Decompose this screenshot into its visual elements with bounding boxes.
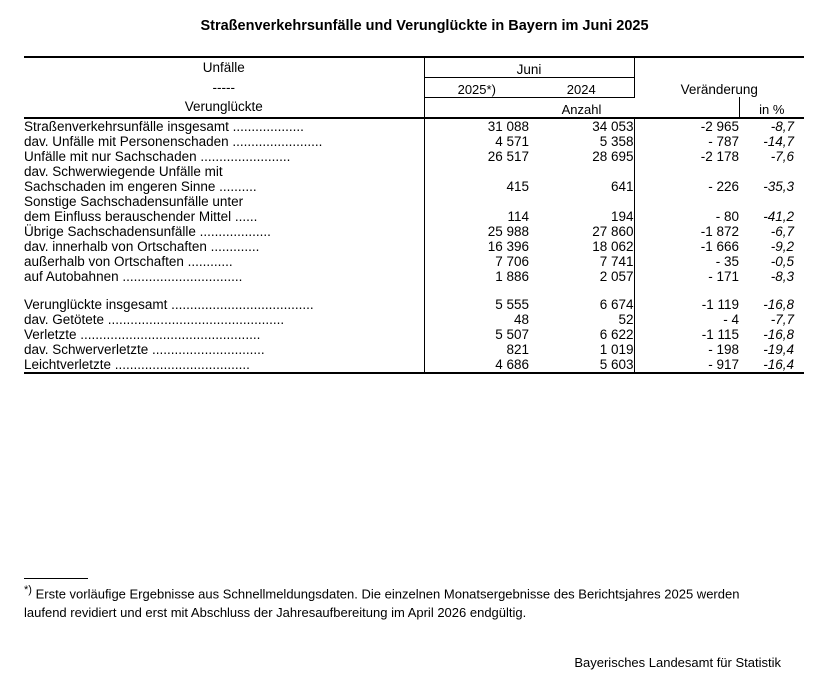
source-line: Bayerisches Landesamt für Statistik: [574, 655, 781, 670]
value-percent: -19,4: [763, 341, 794, 357]
value-2024: 641: [610, 178, 634, 194]
group-header-juni: Juni: [424, 58, 634, 77]
table-row: [24, 254, 804, 269]
value-2024: 27 860: [592, 223, 634, 239]
value-change: - 226: [634, 179, 739, 194]
table-row: [24, 357, 804, 372]
table-row: [24, 149, 804, 164]
stub-header-line1: Unfälle: [202, 60, 245, 75]
value-percent: -16,4: [763, 356, 794, 372]
value-2025: 4 571: [424, 134, 529, 149]
value-percent: [739, 194, 804, 209]
row-label: dav. Getötete ...............................................: [24, 311, 285, 327]
row-label: Sonstige Sachschadensunfälle unter: [24, 193, 244, 209]
value-change: - 198: [634, 342, 739, 357]
value-percent: -9,2: [770, 238, 794, 254]
unit-header-percent: in %: [739, 97, 804, 116]
value-2025: 48: [424, 312, 529, 327]
table-row: [24, 342, 804, 357]
value-2025: 26 517: [424, 149, 529, 164]
value-percent: -16,8: [763, 296, 794, 312]
group-header-veraenderung: Veränderung: [634, 58, 804, 97]
value-2025: 5 507: [424, 327, 529, 342]
row-label: außerhalb von Ortschaften ............: [24, 253, 233, 269]
value-change: - 787: [634, 134, 739, 149]
table-row: [24, 209, 804, 224]
table-row: [24, 134, 804, 149]
table-row: [24, 297, 804, 312]
value-2024: 52: [618, 311, 634, 327]
value-2025: 4 686: [424, 357, 529, 372]
value-2024: 5 603: [599, 356, 634, 372]
value-2024: 1 019: [599, 341, 634, 357]
value-2024: 7 741: [599, 253, 634, 269]
value-2025: 7 706: [424, 254, 529, 269]
stub-header-divider: -----: [212, 79, 235, 95]
table-row: [24, 327, 804, 342]
row-label: dav. Schwerverletzte ..............................: [24, 341, 265, 357]
row-label: Leichtverletzte ....................................: [24, 356, 250, 372]
value-2024: [529, 194, 634, 209]
table-header-group: [24, 57, 804, 118]
value-2025: [424, 164, 529, 179]
stub-header: [24, 58, 424, 117]
value-2024: [529, 164, 634, 179]
value-change: -1 115: [634, 327, 739, 342]
unit-header-anzahl: Anzahl: [424, 97, 739, 116]
value-percent: -7,7: [770, 311, 794, 327]
value-2025: 415: [424, 179, 529, 194]
value-2025: 31 088: [424, 118, 529, 134]
row-label: Sachschaden im engeren Sinne ..........: [24, 178, 257, 194]
row-label: Straßenverkehrsunfälle insgesamt ...................: [24, 118, 304, 134]
value-percent: -8,7: [770, 118, 794, 134]
value-change: -2 178: [634, 149, 739, 164]
table-bottom-group: [24, 372, 804, 373]
table-row: [24, 224, 804, 239]
value-2024: 6 622: [599, 326, 634, 342]
value-2024: 18 062: [592, 238, 634, 254]
value-change: [634, 194, 739, 209]
value-2025: 1 886: [424, 269, 529, 284]
footnote-text: [24, 583, 784, 623]
footnote-rule: [24, 578, 88, 579]
row-label: auf Autobahnen ................................: [24, 268, 243, 284]
row-label: dav. Unfälle mit Personenschaden ........................: [24, 133, 323, 149]
value-percent: -35,3: [763, 178, 794, 194]
value-2024: 34 053: [592, 118, 634, 134]
table-row-spacer: [24, 284, 804, 297]
value-percent: -41,2: [763, 208, 794, 224]
value-change: - 171: [634, 269, 739, 284]
value-change: -1 666: [634, 239, 739, 254]
value-percent: -7,6: [770, 148, 794, 164]
value-percent: -6,7: [770, 223, 794, 239]
row-label: Übrige Sachschadensunfälle ...................: [24, 223, 271, 239]
row-label: dem Einfluss berauschender Mittel ......: [24, 208, 258, 224]
footnote-block: [24, 578, 784, 623]
value-percent: -8,3: [770, 268, 794, 284]
footnote-body: Erste vorläufige Ergebnisse aus Schnellmeldungsdaten. Die einzelnen Monatsergebnisse des Berichtsjahres 2025 werden laufend revidiert und erst mit Abschluss der Jahresaufbereitung im April 2026 endgültig.: [24, 586, 740, 621]
statistics-table: [24, 56, 804, 374]
column-header-2025: 2025*): [424, 77, 529, 97]
row-label: dav. innerhalb von Ortschaften .............: [24, 238, 260, 254]
page-title: Straßenverkehrsunfälle und Verunglückte in Bayern im Juni 2025: [200, 18, 649, 34]
value-2025: 821: [424, 342, 529, 357]
value-2024: 2 057: [599, 268, 634, 284]
value-change: - 35: [634, 254, 739, 269]
value-percent: -0,5: [770, 253, 794, 269]
value-change: - 4: [634, 312, 739, 327]
row-label: Unfälle mit nur Sachschaden ........................: [24, 148, 291, 164]
column-header-2024: 2024: [529, 77, 634, 97]
table-row: [24, 312, 804, 327]
footnote-marker: *): [24, 584, 32, 596]
value-change: -2 965: [634, 118, 739, 134]
table-row: [24, 164, 804, 179]
value-change: -1 872: [634, 224, 739, 239]
table-row: [24, 194, 804, 209]
value-change: [634, 164, 739, 179]
value-2024: 194: [610, 208, 634, 224]
table-row: [24, 118, 804, 134]
value-2025: [424, 194, 529, 209]
value-2024: 28 695: [592, 148, 634, 164]
value-2025: 114: [424, 209, 529, 224]
table-body: [24, 118, 804, 372]
value-percent: -16,8: [763, 326, 794, 342]
header-row-group: [24, 58, 804, 77]
table-row: [24, 269, 804, 284]
value-change: - 80: [634, 209, 739, 224]
value-2025: 25 988: [424, 224, 529, 239]
value-2024: 6 674: [599, 296, 634, 312]
stub-header-line3: Verunglückte: [184, 99, 263, 115]
value-percent: [739, 164, 804, 179]
value-change: - 917: [634, 357, 739, 372]
value-percent: -14,7: [763, 133, 794, 149]
row-label: Verunglückte insgesamt ......................................: [24, 296, 314, 312]
value-2025: 16 396: [424, 239, 529, 254]
row-label: dav. Schwerwiegende Unfälle mit: [24, 163, 223, 179]
value-2025: 5 555: [424, 297, 529, 312]
row-label: Verletzte ................................................: [24, 326, 261, 342]
table-bottom-rule: [24, 372, 804, 373]
table-row: [24, 179, 804, 194]
value-change: -1 119: [634, 297, 739, 312]
table-row: [24, 239, 804, 254]
value-2024: 5 358: [599, 133, 634, 149]
